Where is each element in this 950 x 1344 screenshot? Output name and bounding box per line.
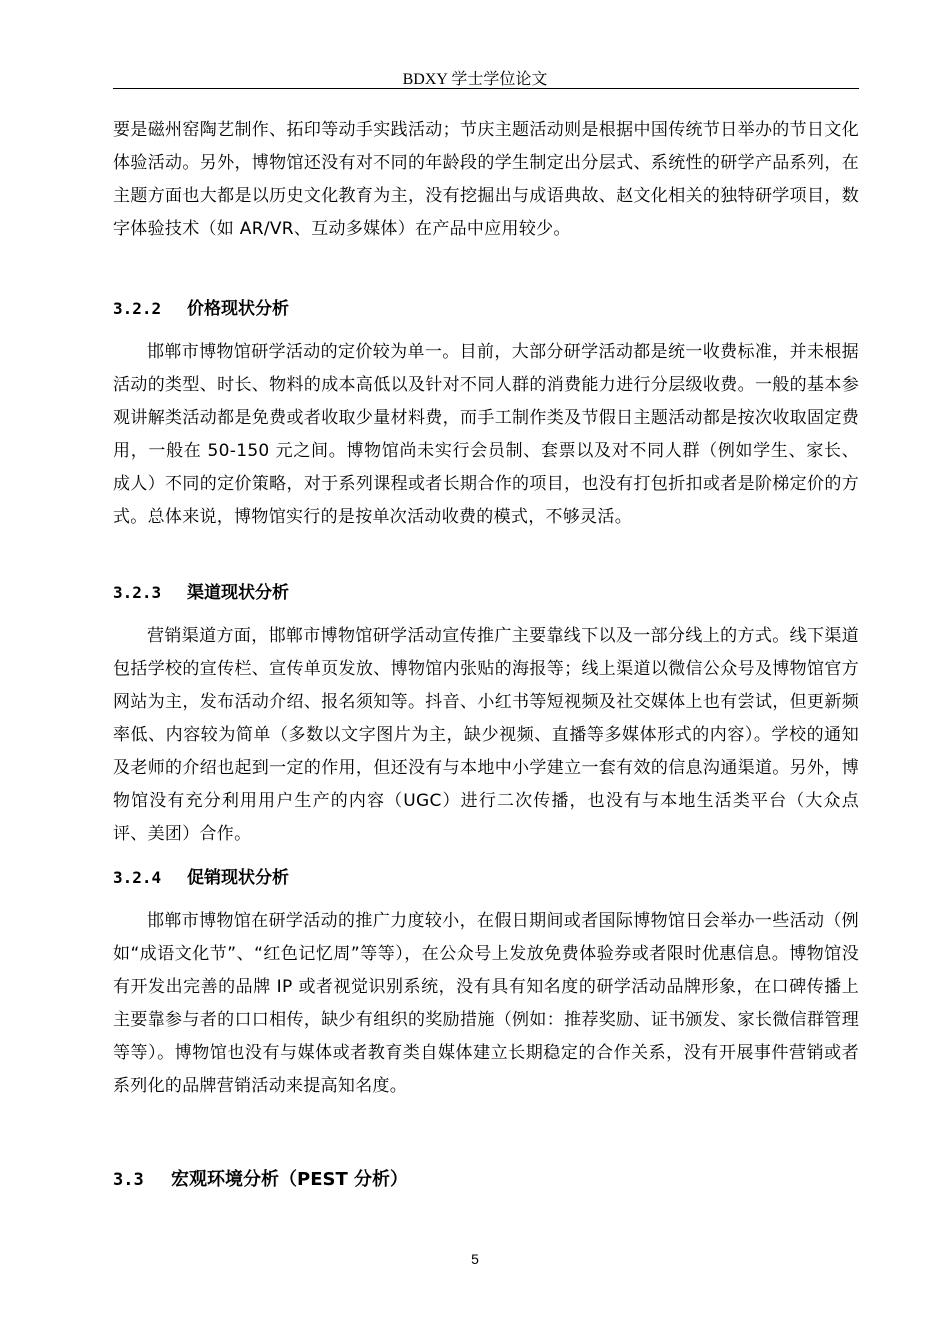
section-heading-3-2-2 [113,297,289,321]
page-number: 5 [471,1251,479,1267]
intro-paragraph: 要是磁州窑陶艺制作、拓印等动手实践活动；节庆主题活动则是根据中国传统节日举办的节日文化体验活动。另外，博物馆还没有对不同的年龄段的学生制定出分层式、系统性的研学产品系列，在主题方面也大都是以历史文化教育为主，没有挖掘出与成语典故、赵文化相关的独特研学项目，数字体验技术（如 AR/VR、互动多媒体）在产品中应用较少。 [113,120,859,239]
running-header: BDXY 学士学位论文 [402,71,548,88]
section-title: 渠道现状分析 [187,583,289,603]
section-body-price: 邯郸市博物馆研学活动的定价较为单一。目前，大部分研学活动都是统一收费标准，并未根据活动的类型、时长、物料的成本高低以及针对不同人群的消费能力进行分层级收费。一般的基本参观讲解类活动都是免费或者收取少量材料费，而手工制作类及节假日主题活动都是按次收取固定费用，一般在 50-150 元之间。博物馆尚未实行会员制、套票以及对不同人群（例如学生、家长、成人）不同的定价策略，对于系列课程或者长期合作的项目，也没有打包折扣或者是阶梯定价的方式。总体来说，博物馆实行的是按单次活动收费的模式，不够灵活。 [113,342,859,527]
section-number: 3.2.2 [113,299,162,318]
header-rule [113,88,859,89]
section-body-promotion: 邯郸市博物馆在研学活动的推广力度较小，在假日期间或者国际博物馆日会举办一些活动（例如“成语文化节”、“红色记忆周”等等），在公众号上发放免费体验券或者限时优惠信息。博物馆没有开发出完善的品牌 IP 或者视觉识别系统，没有具有知名度的研学活动品牌形象，在口碑传播上主要靠参与者的口口相传，缺少有组织的奖励措施（例如：推荐奖励、证书颁发、家长微信群管理等等）。博物馆也没有与媒体或者教育类自媒体建立长期稳定的合作关系，没有开展事件营销或者系列化的品牌营销活动来提高知名度。 [113,911,859,1096]
section-body-channel: 营销渠道方面，邯郸市博物馆研学活动宣传推广主要靠线下以及一部分线上的方式。线下渠道包括学校的宣传栏、宣传单页发放、博物馆内张贴的海报等；线上渠道以微信公众号及博物馆官方网站为主，发布活动介绍、报名须知等。抖音、小红书等短视频及社交媒体上也有尝试，但更新频率低、内容较为简单（多数以文字图片为主，缺少视频、直播等多媒体形式的内容）。学校的通知及老师的介绍也起到一定的作用，但还没有与本地中小学建立一套有效的信息沟通渠道。另外，博物馆没有充分利用用户生产的内容（UGC）进行二次传播，也没有与本地生活类平台（大众点评、美团）合作。 [113,626,859,844]
section-number: 3.2.4 [113,868,162,887]
section-title: 宏观环境分析（PEST 分析） [171,1169,408,1190]
section-number: 3.3 [113,1170,144,1190]
section-heading-3-3 [113,1168,408,1192]
section-heading-3-2-3 [113,581,289,605]
section-title: 价格现状分析 [187,299,289,319]
section-title: 促销现状分析 [187,868,289,888]
section-number: 3.2.3 [113,583,162,602]
section-heading-3-2-4 [113,866,289,890]
